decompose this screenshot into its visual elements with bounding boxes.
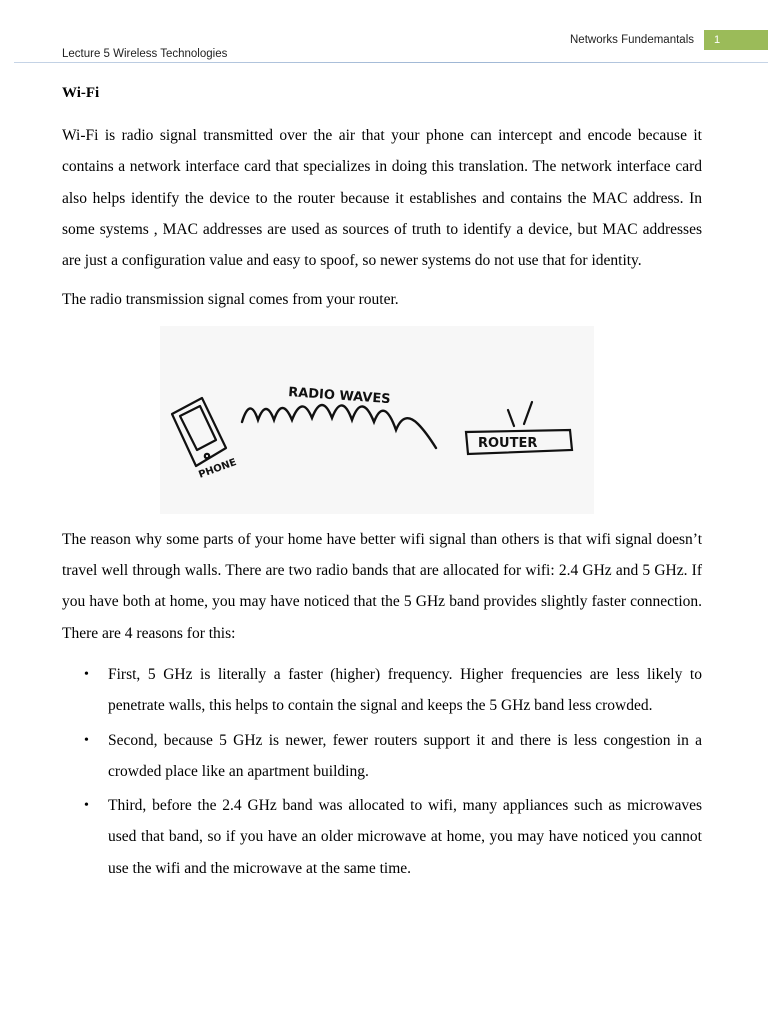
bullet-icon: • [84, 666, 89, 682]
bullet-icon: • [84, 798, 89, 814]
page-content [62, 80, 702, 887]
radio-waves-label: RADIO WAVES [287, 384, 392, 407]
page-number-badge: 1 [704, 30, 768, 50]
list-item [62, 790, 702, 884]
paragraph-intro: Wi-Fi is radio signal transmitted over the air that your phone can intercept and encode because it contains a network interface card that specializes in doing this translation. The network interface card also helps identify the device to the router because it establishes and contains the MAC address. In some systems , MAC addresses are used as sources of truth to identify a device, but MAC addresses are just a configuration value and easy to spoof, so newer systems do not use that for identity. [62, 127, 702, 270]
phone-drawing [172, 398, 226, 466]
header-divider [14, 62, 768, 63]
list-item-text: First, 5 GHz is literally a faster (higher) frequency. Higher frequencies are less likely to penetrate walls, this helps to contain the signal and keeps the 5 GHz band less crowded. [108, 665, 702, 715]
paragraph-bands: The reason why some parts of your home have better wifi signal than others is that wifi signal doesn’t travel well through walls. There are two radio bands that are allocated for wifi: 2.4 GHz and 5 GHz. If you have both at home, you may have noticed that the 5 GHz band provides slightly faster connection. There are 4 reasons for this: [62, 530, 702, 642]
header-course-title: Networks Fundemantals [570, 34, 694, 46]
radio-waves-illustration [160, 326, 594, 514]
phone-label: PHONE [197, 456, 239, 481]
list-item [62, 659, 702, 722]
list-item-text: Third, before the 2.4 GHz band was allocated to wifi, many appliances such as microwaves used that band, so if you have an older microwave at home, you may have noticed you cannot use the wifi and the microwave at the same time. [108, 797, 702, 877]
header-lecture-title: Lecture 5 Wireless Technologies [62, 48, 228, 60]
bullet-icon: • [84, 732, 89, 748]
reasons-list [62, 659, 702, 884]
radio-waves-squiggle [242, 405, 436, 448]
list-item [62, 725, 702, 788]
page-header-right [570, 30, 768, 50]
list-item-text: Second, because 5 GHz is newer, fewer routers support it and there is less congestion in a crowded place like an apartment building. [108, 731, 702, 780]
paragraph-router: The radio transmission signal comes from your router. [62, 291, 399, 309]
section-heading: Wi-Fi [62, 85, 100, 101]
router-label: ROUTER [478, 435, 538, 451]
